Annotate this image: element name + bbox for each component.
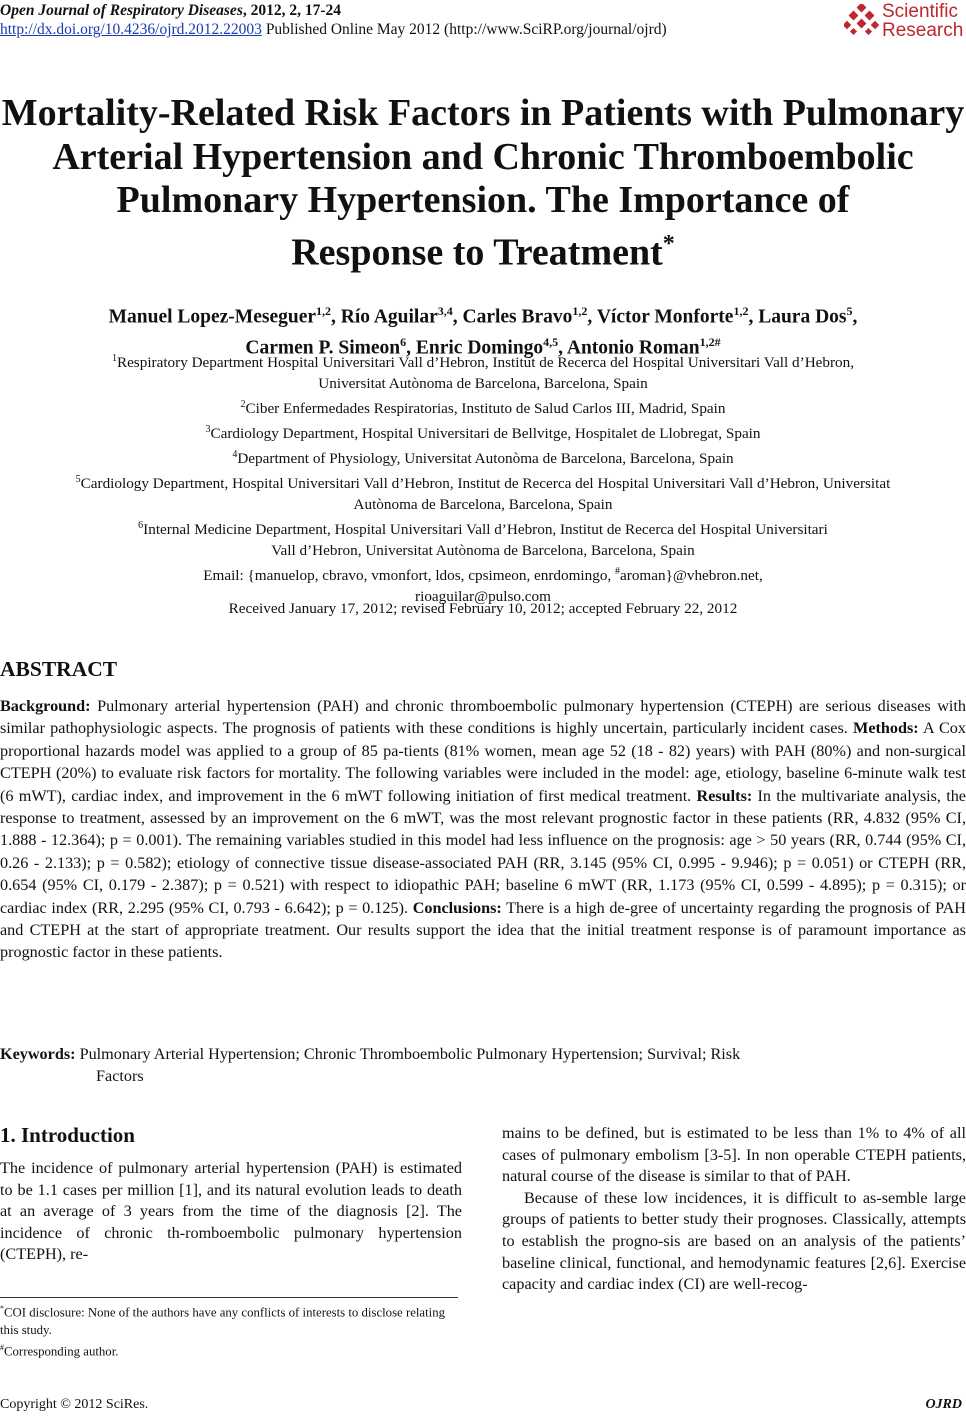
paper-title bbox=[0, 92, 966, 275]
affiliation-1 bbox=[0, 349, 966, 374]
keywords-text-cont: Factors bbox=[96, 1067, 144, 1086]
email-line-2: rioaguilar@pulso.com bbox=[415, 587, 551, 605]
intro-left-column: The incidence of pulmonary arterial hypertension (PAH) is estimated to be 1.1 cases per million [1], and its natural evolution leads to death at an average of 3 years from the time of the diagnosis [2]. The incidence of chronic th-romboembolic pulmonary hypertension (CTEPH), re- bbox=[0, 1159, 462, 1264]
published-info: Published Online May 2012 (http://www.SciRP.org/journal/ojrd) bbox=[261, 21, 667, 38]
author-name: Manuel Lopez-Meseguer bbox=[108, 306, 317, 328]
methods-text: A Cox proportional hazards model was applied to a group of 85 pa-tients (81% women, mean age 52 (18 - 82) years) with PAH (80%) and non-surgical CTEPH (20%) to evaluate risk factors for mortality. The following variables were included in the model: age, etiology, baseline 6-minute walk test (6 mWT), cardiac index, and improvement in the 6 mWT following initiation of first medical treatment. bbox=[0, 719, 966, 805]
keywords bbox=[0, 1043, 966, 1088]
background-text: Pulmonary arterial hypertension (PAH) and chronic thromboembolic pulmonary hypertension (CTEPH) are serious diseases with similar pathophysiologic aspects. The prognosis of patients with these conditions is highly uncertain, particularly incident cases. bbox=[0, 697, 966, 738]
author-list: Manuel Lopez-Meseguer$^{1,2}$, Río Aguilar$^{3,4}$, Carles Bravo$^{1,2}$, Víctor Monforte$^{1,2}$, Laura Dos$^5$, Carmen P. Simeon$^6$, Enric Domingo$^{4,5}$, Antonio Roman$^{1,2\#}$ bbox=[108, 304, 858, 358]
author-name: Carmen P. Simeon bbox=[245, 337, 401, 358]
author-affiliation: 5 bbox=[846, 304, 853, 318]
title-line1: Mortality-Related Risk Factors in Patients with Pulmonary bbox=[1, 92, 965, 134]
author-name: Carles Bravo bbox=[462, 306, 573, 328]
affiliation-text: Respiratory Department Hospital Universitari Vall d’Hebron, Institut de Recerca del Hospital Universitari Vall d’Hebron, bbox=[116, 354, 855, 372]
intro-paragraph: Because of these low incidences, it is difficult to as-semble large groups of patients to better study their prognoses. Classically, attempts to establish the progno-sis are based on an analysis of the patients’ baseline clinical, functional, and hemodynamic features [2,6]. Exercise capacity and cardiac index (CI) are well-recog- bbox=[502, 1188, 966, 1294]
intro-paragraph: mains to be defined, but is estimated to be less than 1% to 4% of all cases of pulmonary embolism [3-5]. In non operable CTEPH patients, natural course of the disease is similar to that of PAH. bbox=[502, 1124, 966, 1186]
author-name: Río Aguilar bbox=[340, 306, 438, 328]
footnote-text: COI disclosure: None of the authors have any conflicts of interests to disclose relating this study. bbox=[0, 1305, 446, 1338]
footnote-coi bbox=[0, 1300, 462, 1339]
affiliation-1-cont: Universitat Autònoma de Barcelona, Barcelona, Spain bbox=[318, 374, 648, 392]
abstract-body bbox=[0, 695, 966, 964]
affiliation-number: 3 bbox=[205, 423, 211, 435]
email-text: Email: {manuelop, cbravo, vmonfort, ldos, cpsimeon, enrdomingo, bbox=[203, 566, 616, 584]
email-text: aroman}@vhebron.net, bbox=[620, 566, 763, 584]
affiliation-text: Internal Medicine Department, Hospital Universitari Vall d’Hebron, Institut de Recerca del Hospital Universitari bbox=[143, 520, 828, 538]
author-name: Laura Dos bbox=[758, 306, 847, 328]
affiliation-number: 1 bbox=[111, 353, 117, 364]
affiliation-3 bbox=[0, 420, 966, 445]
keywords-label: Keywords: bbox=[0, 1045, 76, 1063]
conclusions-text: There is a high de-gree of uncertainty regarding the prognosis of PAH and CTEPH at the start of appropriate treatment. Our results support the idea that the initial treatment response is of paramount importance as prognostic factor in these patients. bbox=[0, 898, 966, 962]
logo-text bbox=[882, 2, 963, 40]
author-affiliation: 1,2 bbox=[733, 304, 749, 318]
results-text: In the multivariate analysis, the response to treatment, assessed by an improvement on the 6 mWT, was the most relevant prognostic factor in these patients (RR, 4.832 (95% CI, 1.888 - 12.364); p = 0.001). The remaining variables studied in this model had less influence on the prognosis: age > 50 years (RR, 0.744 (95% CI, 0.26 - 2.133); p = 0.582); etiology of connective tissue disease-associated PAH (RR, 3.145 (95% CI, 0.995 - 9.946); p = 0.051) or CTEPH (RR, 0.654 (95% CI, 0.179 - 2.387); p = 0.521) with respect to idiopathic PAH; baseline 6 mWT (RR, 1.173 (95% CI, 0.599 - 4.895); p = 0.315); or cardiac index (RR, 2.295 (95% CI, 0.793 - 6.642); p = 0.125). bbox=[0, 786, 966, 917]
author-affiliation: 1,2 bbox=[572, 304, 588, 318]
author-affiliation: 6 bbox=[400, 334, 407, 349]
affiliation-text: Cardiology Department, Hospital Universitari de Bellvitge, Hospitalet de Llobregat, Spain bbox=[210, 424, 761, 442]
affiliation-4 bbox=[0, 445, 966, 470]
title-footnote-mark: * bbox=[662, 230, 675, 257]
footnote-text: Corresponding author. bbox=[4, 1344, 119, 1359]
affiliation-6 bbox=[0, 516, 966, 541]
affiliation-text: Ciber Enfermedades Respiratorias, Instituto de Salud Carlos III, Madrid, Spain bbox=[245, 399, 726, 417]
author-affiliation: 3,4 bbox=[437, 304, 453, 318]
author-affiliation: 1,2 bbox=[316, 304, 332, 318]
footnote-divider bbox=[0, 1297, 458, 1298]
affiliation-text: Department of Physiology, Universitat Autonòma de Barcelona, Barcelona, Spain bbox=[237, 449, 734, 467]
author-name: Víctor Monforte bbox=[596, 306, 734, 328]
affiliation-number: 6 bbox=[138, 519, 144, 531]
affiliation-6-cont: Vall d’Hebron, Universitat Autònoma de Barcelona, Barcelona, Spain bbox=[271, 541, 695, 559]
author-affiliation: 4,5 bbox=[543, 334, 559, 349]
footnote-mark: # bbox=[0, 1343, 4, 1353]
affiliation-number: 2 bbox=[240, 398, 246, 410]
footnote-corresponding bbox=[0, 1339, 462, 1360]
results-label: Results: bbox=[696, 786, 753, 805]
footnotes bbox=[0, 1300, 462, 1361]
affiliation-text: Cardiology Department, Hospital Universitari Vall d’Hebron, Institut de Recerca del Hospital Universitari Vall d’Hebron, Universitat bbox=[80, 474, 891, 492]
keywords-text: Pulmonary Arterial Hypertension; Chronic Thromboembolic Pulmonary Hypertension; Survival; Risk bbox=[75, 1045, 741, 1063]
intro-right-column bbox=[502, 1123, 966, 1296]
author-name: Antonio Roman bbox=[566, 337, 700, 358]
journal-header bbox=[0, 2, 341, 20]
copyright: Copyright © 2012 SciRes. bbox=[0, 1397, 149, 1412]
scirp-logo-icon bbox=[844, 4, 880, 40]
publisher-logo bbox=[844, 0, 964, 44]
doi-link[interactable]: http://dx.doi.org/10.4236/ojrd.2012.22003 bbox=[0, 21, 262, 38]
author-affiliation: 1,2# bbox=[699, 334, 721, 349]
affiliation-number: 4 bbox=[232, 448, 238, 460]
affiliation-2 bbox=[0, 395, 966, 420]
title-line2: Arterial Hypertension and Chronic Thromboembolic bbox=[52, 135, 914, 178]
logo-line2: Research bbox=[882, 20, 964, 41]
section-heading-introduction: 1. Introduction bbox=[0, 1123, 135, 1147]
volume-info: , 2012, 2, 17-24 bbox=[242, 2, 342, 19]
background-label: Background: bbox=[0, 697, 91, 715]
affiliation-number: 5 bbox=[75, 473, 81, 485]
conclusions-label: Conclusions: bbox=[412, 898, 502, 917]
affiliation-5-cont: Autònoma de Barcelona, Barcelona, Spain bbox=[353, 495, 613, 513]
title-line4: Response to Treatment bbox=[291, 231, 663, 274]
email-line bbox=[0, 562, 966, 587]
logo-line1: Scientific bbox=[882, 1, 959, 22]
title-line3: Pulmonary Hypertension. The Importance of bbox=[116, 179, 850, 221]
received-dates: Received January 17, 2012; revised February 10, 2012; accepted February 22, 2012 bbox=[228, 600, 738, 617]
email-mark: # bbox=[615, 565, 621, 577]
footnote-mark: * bbox=[0, 1304, 4, 1313]
affiliations bbox=[0, 349, 966, 607]
affiliation-5 bbox=[0, 470, 966, 495]
author-name: Enric Domingo bbox=[415, 337, 544, 358]
doi-line bbox=[0, 21, 667, 39]
methods-label: Methods: bbox=[853, 719, 919, 738]
abstract-heading: ABSTRACT bbox=[0, 657, 118, 681]
journal-abbreviation: OJRD bbox=[925, 1397, 962, 1412]
journal-name: Open Journal of Respiratory Diseases bbox=[0, 2, 243, 19]
